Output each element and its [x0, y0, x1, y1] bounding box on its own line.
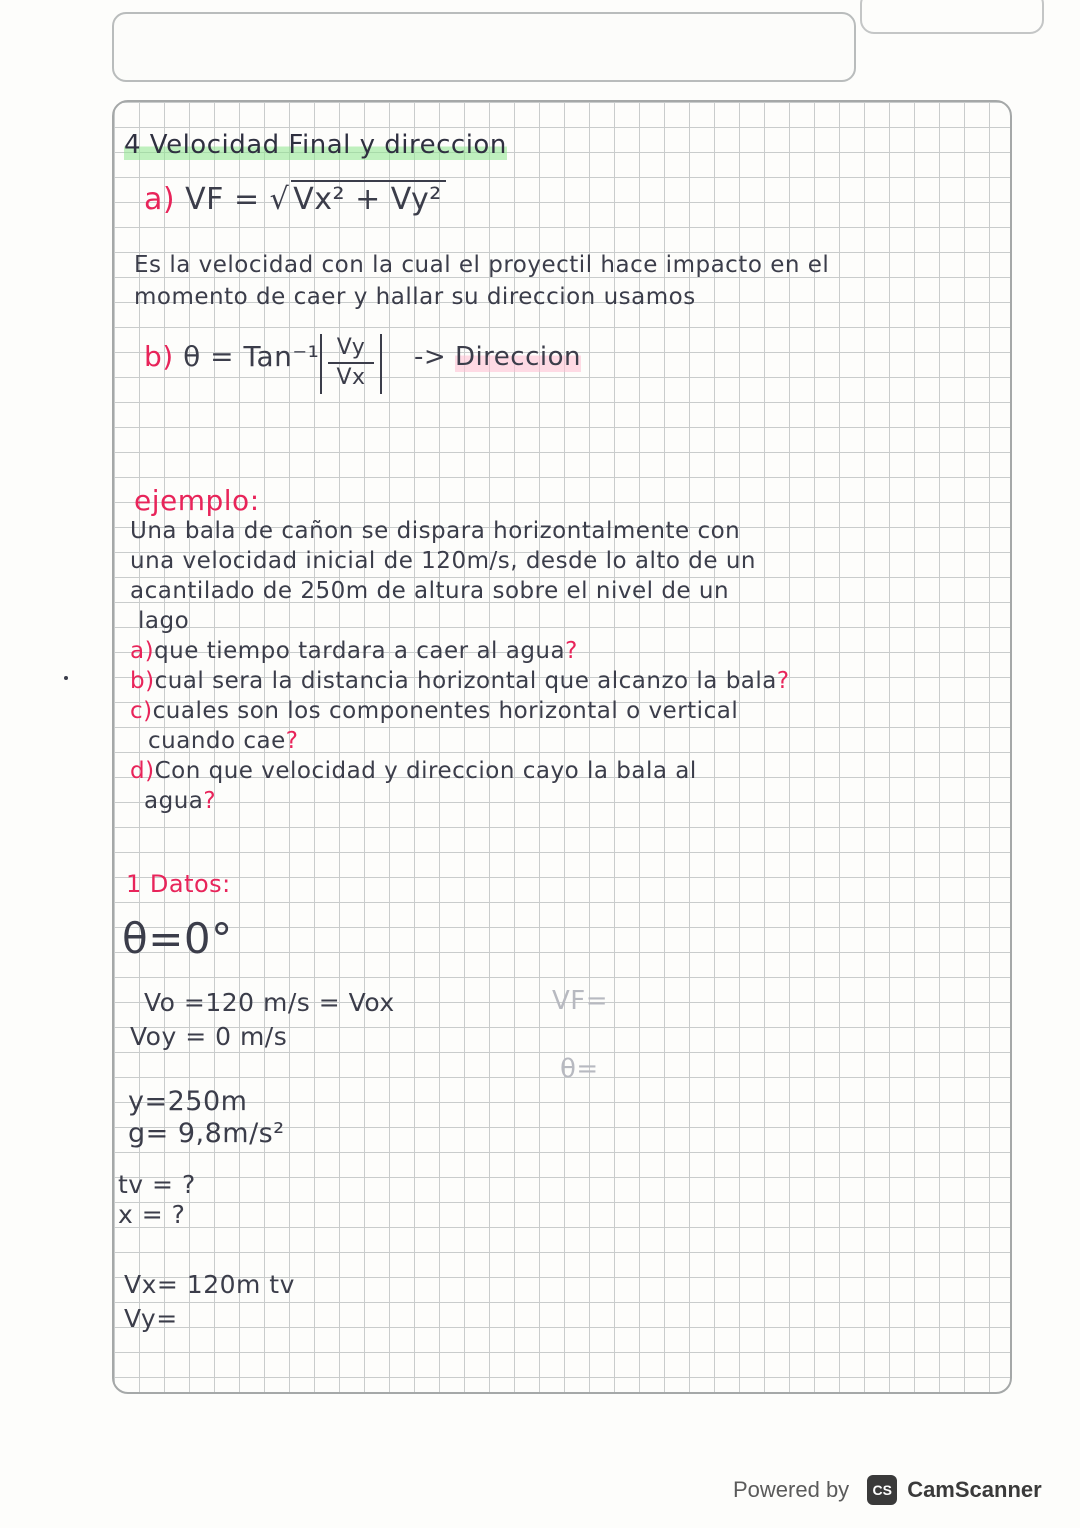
formula-b-numerator: Vy — [328, 334, 374, 364]
horizontal-velocity: Vx= 120m tv — [124, 1270, 295, 1299]
formula-b-result — [414, 342, 581, 372]
formula-b-denominator: Vx — [336, 365, 366, 390]
question-label: d) — [130, 758, 155, 784]
question-label: b) — [130, 668, 155, 694]
theta-value: θ=0° — [122, 914, 233, 963]
direction-placeholder: θ= — [560, 1054, 599, 1084]
initial-vertical-velocity: Voy = 0 m/s — [130, 1022, 288, 1051]
camscanner-brand: CamScanner — [907, 1477, 1042, 1502]
vertical-velocity: Vy= — [124, 1304, 178, 1333]
formula-a-prefix: a) — [144, 182, 176, 217]
page-header-box — [112, 12, 856, 82]
question-d-cont — [144, 788, 216, 814]
question-a — [130, 638, 578, 664]
powered-by-label: Powered by — [733, 1477, 850, 1502]
page-header-tab — [860, 0, 1044, 34]
direction-label: Direccion — [454, 342, 581, 372]
grid-paper-sheet — [112, 100, 1012, 1394]
explanation-line-1: Es la velocidad con la cual el proyectil hace impacto en el — [134, 252, 830, 278]
question-b — [130, 668, 790, 694]
final-velocity-placeholder: VF= — [552, 986, 609, 1016]
example-heading: ejemplo: — [134, 484, 260, 517]
data-heading: 1 Datos: — [126, 870, 231, 898]
example-line: Una bala de cañon se dispara horizontalmente con — [130, 518, 741, 544]
formula-a-lhs: VF = — [185, 182, 270, 217]
question-label: c) — [130, 698, 153, 724]
margin-dot — [64, 676, 68, 680]
formula-b-lhs: θ = Tan⁻¹ — [183, 340, 320, 373]
example-line: una velocidad inicial de 120m/s, desde lo alto de un — [130, 548, 756, 574]
example-line: acantilado de 250m de altura sobre el nivel de un — [130, 578, 730, 604]
question-mark: ? — [203, 788, 217, 814]
question-c — [130, 698, 738, 724]
section-title: 4 Velocidad Final y direccion — [124, 130, 507, 160]
formula-a-radicand: Vx² + Vy² — [291, 180, 446, 217]
question-label: a) — [130, 638, 155, 664]
explanation-line-2: momento de caer y hallar su direccion usamos — [134, 284, 696, 310]
question-c-cont — [148, 728, 299, 754]
initial-velocity: Vo =120 m/s = Vox — [144, 988, 395, 1017]
question-text: agua — [144, 788, 204, 814]
question-mark: ? — [565, 638, 578, 664]
sqrt-icon: √ — [269, 182, 290, 217]
question-text: Con que velocidad y direccion cayo la bala al — [154, 758, 697, 784]
height-value: y=250m — [128, 1086, 248, 1117]
camscanner-watermark — [733, 1470, 1042, 1510]
question-text: que tiempo tardara a caer al agua — [154, 638, 566, 664]
question-d — [130, 758, 697, 784]
camscanner-logo-icon: CS — [867, 1475, 897, 1505]
question-mark: ? — [776, 668, 790, 694]
flight-time-unknown: tv = ? — [118, 1170, 196, 1199]
question-text: cuando cae — [148, 728, 286, 754]
example-line: lago — [138, 608, 190, 634]
arrow-icon: -> — [414, 342, 447, 372]
formula-b — [144, 340, 319, 373]
question-text: cuales son los componentes horizontal o vertical — [152, 698, 739, 724]
formula-b-prefix: b) — [144, 340, 174, 373]
question-text: cual sera la distancia horizontal que alcanzo la bala — [154, 668, 777, 694]
gravity-value: g= 9,8m/s² — [128, 1118, 285, 1149]
distance-unknown: x = ? — [118, 1200, 186, 1229]
question-mark: ? — [285, 728, 299, 754]
formula-a — [144, 180, 446, 217]
formula-b-fraction — [320, 334, 382, 394]
